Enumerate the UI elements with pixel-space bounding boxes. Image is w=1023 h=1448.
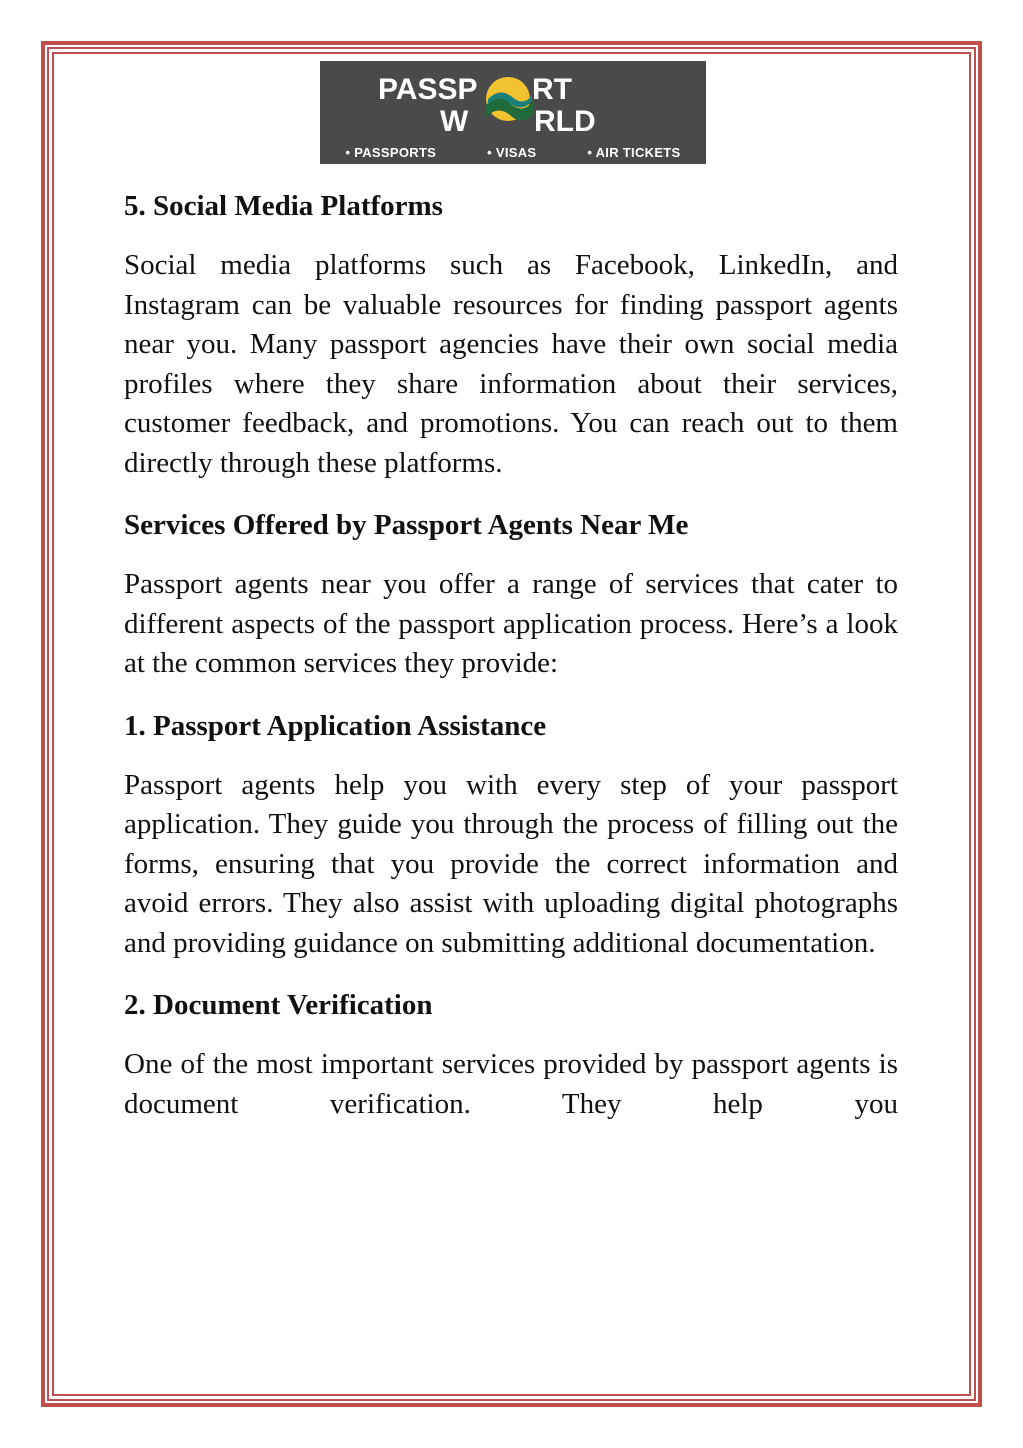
- section-heading-services-offered: Services Offered by Passport Agents Near Me: [124, 509, 689, 541]
- section-paragraph-social-media: Social media platforms such as Facebook, LinkedIn, and Instagram can be valuable resources for finding passport agents near you. Many passport agencies have their own social media profiles where they share information about their services, customer feedback, and promotions. You can reach out to them directly through these platforms.: [124, 249, 898, 479]
- globe-icon: [486, 77, 534, 121]
- section-paragraph-application-assistance: Passport agents help you with every step of your passport application. They guide you through the process of filling out the forms, ensuring that you provide the correct information and avoid errors. They also assist with uploading digital photographs and providing guidance on submitting additional documentation.: [124, 768, 898, 959]
- logo-word-passp: PASSP: [378, 73, 478, 106]
- logo-tagline-air-tickets: • AIR TICKETS: [587, 144, 681, 160]
- passport-world-logo: [320, 61, 706, 164]
- section-paragraph-document-verification: One of the most important services provided by passport agents is document verification. They help you: [124, 1048, 898, 1120]
- logo-word-rt: RT: [532, 73, 572, 106]
- section-heading-document-verification: 2. Document Verification: [124, 989, 433, 1021]
- section-paragraph-services-offered: Passport agents near you offer a range of services that cater to different aspects of the passport application process. Here’s a look at the common services they provide:: [124, 568, 898, 679]
- logo-tagline: [320, 140, 706, 164]
- logo-word-rld: RLD: [534, 105, 596, 138]
- logo-wordmark: [320, 61, 706, 140]
- logo-word-w: W: [440, 105, 469, 138]
- logo-tagline-passports: • PASSPORTS: [345, 144, 437, 160]
- logo-tagline-visas: • VISAS: [487, 144, 537, 160]
- section-heading-social-media: 5. Social Media Platforms: [124, 190, 443, 222]
- document-body: [124, 186, 898, 1146]
- section-heading-application-assistance: 1. Passport Application Assistance: [124, 709, 547, 742]
